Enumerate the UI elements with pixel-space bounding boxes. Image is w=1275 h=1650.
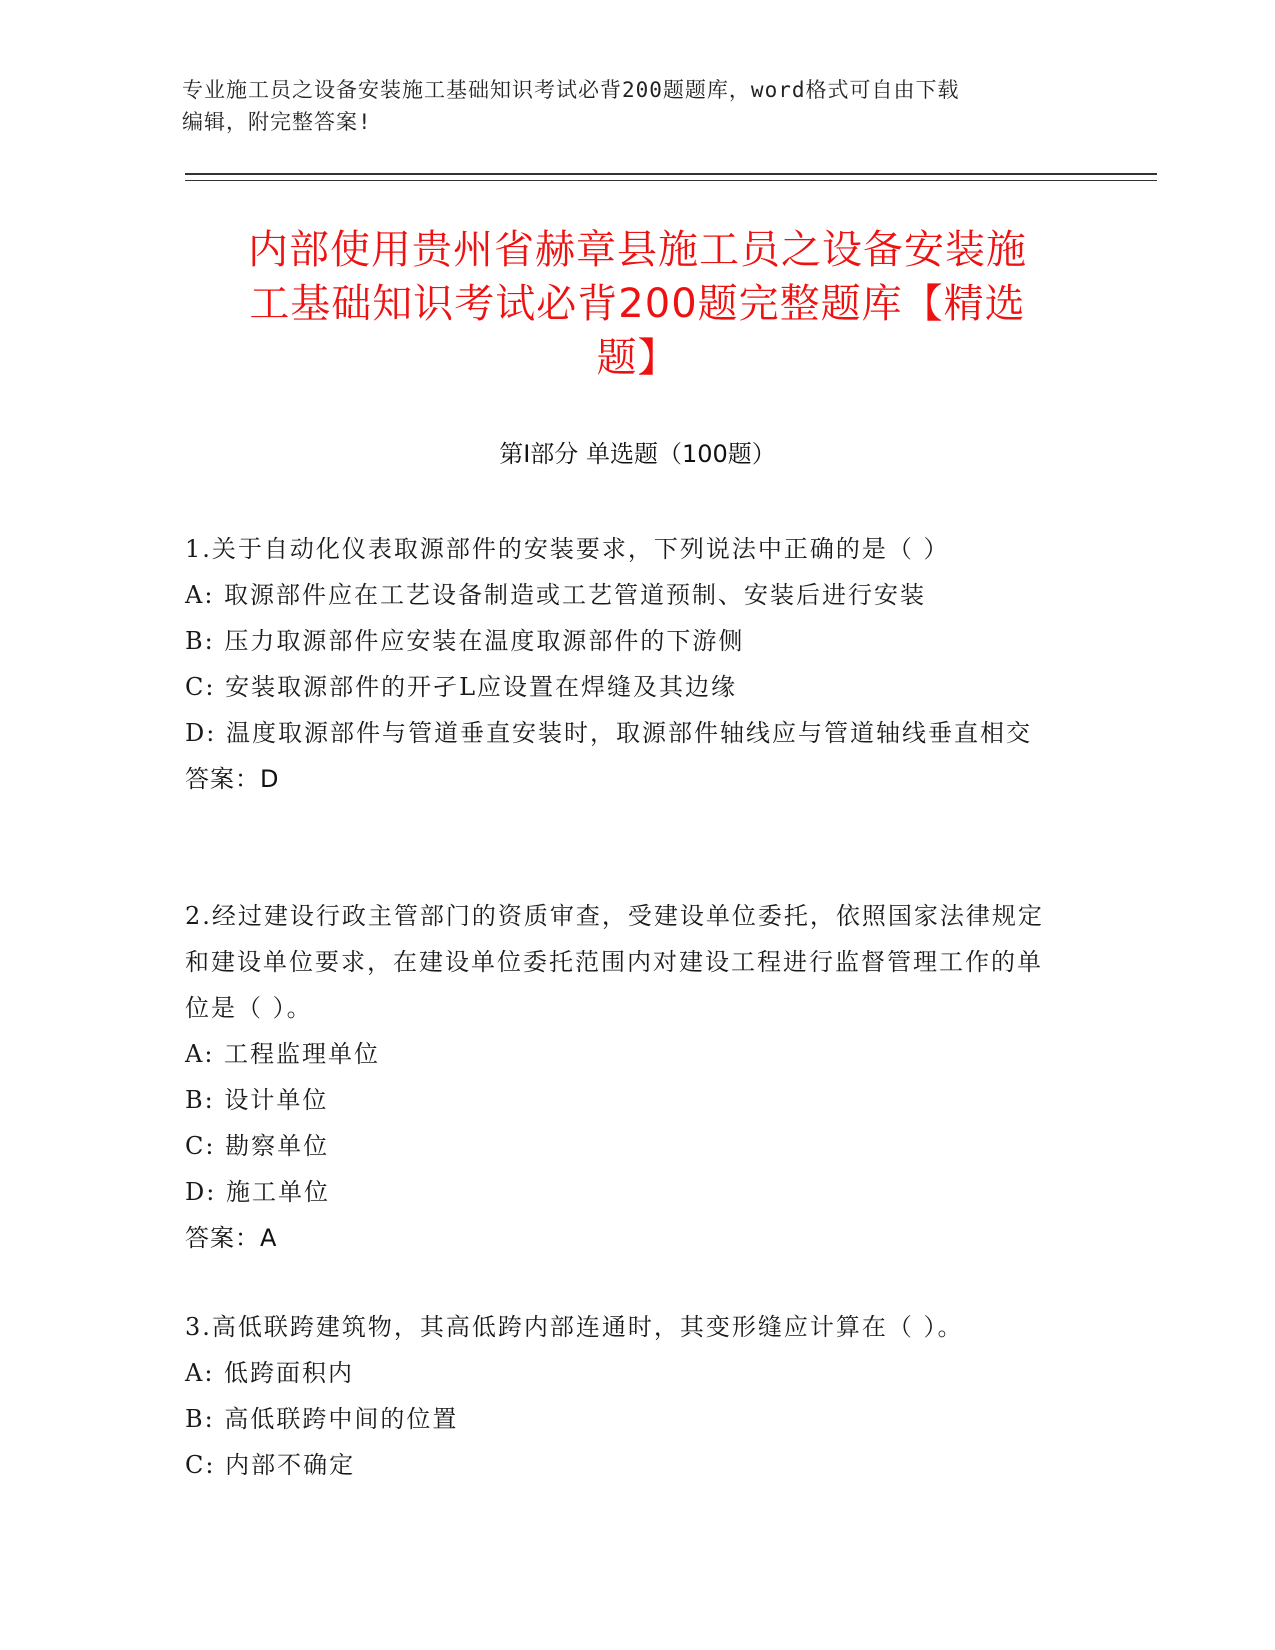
document-title [190,223,1085,385]
question-stem: 2.经过建设行政主管部门的资质审查，受建设单位委托，依照国家法律规定和建设单位要求，在建设单位委托范围内对建设工程进行监督管理工作的单位是（ ）。 [185,902,1044,1022]
option-c: C: 勘察单位 [185,1132,330,1160]
title-line-3: 题】 [596,335,679,381]
option-d: D: 施工单位 [185,1178,330,1206]
title-line-2: 工基础知识考试必背200题完整题库【精选 [249,281,1026,327]
answer: 答案：D [185,765,280,793]
title-line-1: 内部使用贵州省赫章县施工员之设备安装施 [248,227,1027,273]
option-a: A: 取源部件应在工艺设备制造或工艺管道预制、安装后进行安装 [185,581,927,609]
header-line-1: 专业施工员之设备安装施工基础知识考试必背200题题库，word格式可自由下载 [182,78,960,102]
question-stem: 3.高低联跨建筑物，其高低跨内部连通时，其变形缝应计算在（ ）。 [185,1313,964,1341]
document-header [182,74,1062,138]
option-c: C: 内部不确定 [185,1451,356,1479]
option-b: B: 压力取源部件应安装在温度取源部件的下游侧 [185,627,745,655]
question-stem: 1.关于自动化仪表取源部件的安装要求，下列说法中正确的是（ ） [185,535,950,563]
header-divider-thin [185,180,1157,181]
question-1 [185,526,1065,802]
option-b: B: 高低联跨中间的位置 [185,1405,459,1433]
option-a: A: 工程监理单位 [185,1040,381,1068]
answer: 答案：A [185,1224,278,1252]
header-line-2: 编辑，附完整答案! [182,110,372,134]
option-c: C: 安装取源部件的开孑L应设置在焊缝及其边缘 [185,673,738,701]
header-divider-thick [185,173,1157,175]
question-3 [185,1304,1065,1488]
option-d: D: 温度取源部件与管道垂直安装时，取源部件轴线应与管道轴线垂直相交 [185,719,1032,747]
option-a: A: 低跨面积内 [185,1359,355,1387]
section-heading: 第I部分 单选题（100题） [499,440,776,468]
option-b: B: 设计单位 [185,1086,329,1114]
question-2 [185,893,1065,1261]
